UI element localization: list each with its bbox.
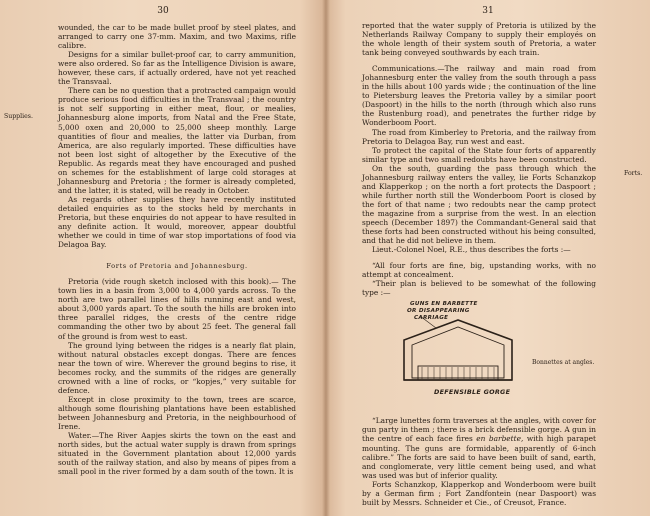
paragraph: “Their plan is believed to be somewhat of the following type :— [362, 279, 596, 298]
paragraph: Water.—The River Aapjes skirts the town on the east and north sides, but the actual water supply is drawn from springs situated in the Government plantation about 12,000 yards south of the railway station, and also by means of pipes from a small pool in the river formed by a dam south of the town. It is [58, 431, 296, 477]
book-gutter [322, 0, 330, 516]
diagram-label-gorge: DEFENSIBLE GORGE [434, 388, 511, 397]
paragraph: The road from Kimberley to Pretoria, and the railway from Pretoria to Delagoa Bay, run west and east. [362, 127, 596, 146]
right-page [326, 0, 650, 516]
emphasis-en-barbette: en barbette [476, 434, 521, 444]
paragraph: Except in close proximity to the town, trees are scarce, although some flourishing plantations have been established between Johannesburg and Pretoria, in the neighbourhood of Irene. [58, 394, 296, 431]
paragraph: To protect the capital of the State four forts of apparently similar type and two small redoubts have been constructed. [362, 145, 596, 164]
paragraph: reported that the water supply of Pretoria is utilized by the Netherlands Railway Company to supply their employés on the whole length of their system south of Pretoria, a water tank being conveyed southwards by each train. [362, 21, 596, 58]
page-number-right: 31 [482, 6, 494, 16]
margin-note-forts: Forts. [624, 170, 643, 177]
paragraph-part: , with high parapet mounting. The guns are formidable, apparently of 6-inch calibre.” The forts are said to have been built of sand, earth, and conglomerate, very little cement being used, and what was used was but of inferior quality. [362, 434, 596, 480]
right-page-text [362, 21, 596, 507]
paragraph: On the south, guarding the pass through which the Johannesburg railway enters the valley, lie Forts Schanzkop and Klapperkop ; on the north a fort protects the Daspoort ; while further north still the Wonderboom Poort is closed by the fort of that name ; two redoubts near the camp protect the magazine from a surprise from the west. In an election speech (December 1897) the Commandant-General said that these forts had been constructed without his being consulted, and that he did not believe in them. [362, 163, 596, 246]
paragraph: wounded, the car to be made bullet proof by steel plates, and arranged to carry one 37-mm. Maxim, and two Maxims, rifle calibre. [58, 23, 296, 51]
fort-plan-diagram [362, 300, 596, 412]
paragraph: Forts Schanzkop, Klapperkop and Wonderboom were built by a German firm ; Fort Zandfontein (near Daspoort) was built by Messrs. Schneider et Cie., of Creusot, France. [362, 479, 596, 507]
margin-note-supplies: Supplies. [4, 113, 33, 120]
diagram-label-carriage: CARRIAGE [414, 315, 449, 322]
diagram-label-guns: GUNS EN BARBETTE [410, 301, 478, 308]
paragraph: “All four forts are fine, big, upstanding works, with no attempt at concealment. [362, 261, 596, 280]
paragraph: The ground lying between the ridges is a nearly flat plain, without natural obstacles except dongas. There are fences near the town of wire. Wherever the ground begins to rise, it becomes rocky, and the summits of the ridges are generally crowned with a line of rocks, or “kopjes,” very suitable for defence. [58, 340, 296, 395]
paragraph: There can be no question that a protracted campaign would produce serious food difficulties in the Transvaal ; the country is not self supporting in either meat, flour, or mealies, Johannesburg alone imports, from Natal and the Free State, 5,000 oxen and 20,000 to 25,000 sheep monthly. Large quantities of flour and mealies, the latter via Durban, from America, are also regularly imported. These difficulties have not been lost sight of altogether by the Executive of the Republic. As regards meat they have encouraged and pushed on schemes for the establishment of large cold storages at Johannesburg and Pretoria ; the former is already completed, and the latter, it is stated, will be ready in October. [58, 86, 296, 195]
diagram-label-bonnettes: Bonnettes at angles. [532, 359, 595, 367]
paragraph: Pretoria (vide rough sketch inclosed with this book).— The town lies in a basin from 3,000 to 4,000 yards across. To the north are two parallel lines of hills running east and west, about 3,000 yards apart. To the south the hills are broken into three parallel ridges, the crests of the centre ridge commanding the other two by about 25 feet. The general fall of the ground is from west to east. [58, 277, 296, 341]
page-number-left: 30 [157, 6, 169, 16]
paragraph: Lieut.-Colonel Noel, R.E., thus describes the forts :— [372, 245, 571, 255]
section-heading: Forts of Pretoria and Johannesburg. [106, 262, 248, 271]
paragraph-part: “Large lunettes form traverses at the angles, with cover for gun party in them ; there is a brick defensible gorge. A gun in the centre of each face fires [362, 416, 596, 444]
paragraph: Designs for a similar bullet-proof car, to carry ammunition, were also ordered. So far as the Intelligence Division is aware, however, these cars, if actually ordered, have not yet reached the Transvaal. [58, 50, 296, 87]
paragraph: Communications.—The railway and main road from Johannesburg enter the valley from the south through a pass in the hills about 100 yards wide ; the continuation of the line to Pietersburg leaves the Pretoria valley by a similar poort (Daspoort) in the hills to the north (through which also runs the Rustenburg road), and penetrates the further ridge by Wonderboom Poort. [362, 64, 596, 128]
diagram-label-disappearing: OR DISAPPEARING [407, 308, 470, 315]
paragraph [362, 416, 596, 479]
left-page-text [58, 23, 296, 476]
paragraph: As regards other supplies they have recently instituted detailed enquiries as to the stocks held by merchants in Pretoria, but these enquiries do not appear to have resulted in any definite action. It would, moreover, appear doubtful whether we could in time of war stop importations of food via Delagoa Bay. [58, 194, 296, 250]
